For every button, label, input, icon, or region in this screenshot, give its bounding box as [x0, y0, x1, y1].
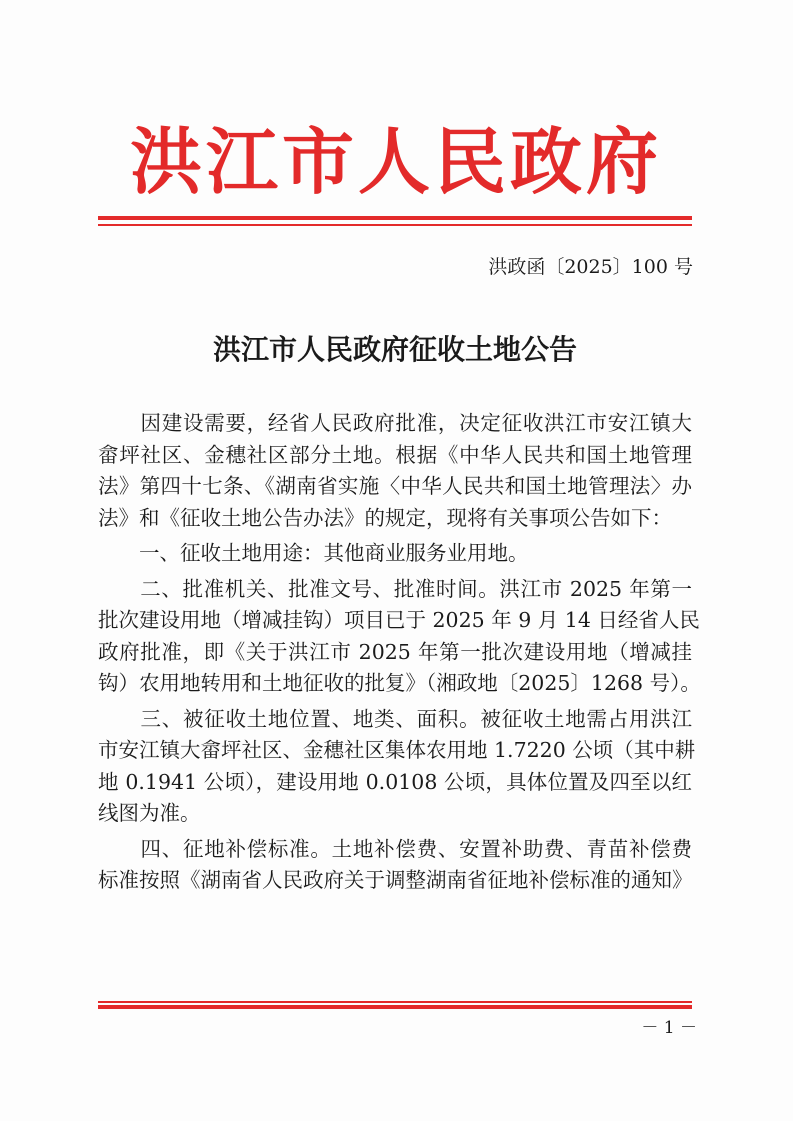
footer-rule-thin — [98, 1001, 692, 1003]
footer-rule-thick — [98, 1005, 692, 1009]
document-title: 洪江市人民政府征收土地公告 — [212, 333, 577, 366]
paragraph-line: 钩）农用地转用和土地征收的批复》（湘政地〔2025〕1268 号）。 — [98, 671, 701, 695]
paragraph-line: 法》和《征收土地公告办法》的规定，现将有关事项公告如下： — [98, 505, 672, 530]
paragraph-line: 政府批准，即《关于洪江市 2025 年第一批次建设用地（增减挂 — [98, 639, 692, 664]
paragraph-line: 因建设需要，经省人民政府批准，决定征收洪江市安江镇大 — [98, 411, 692, 435]
page-number: － 1 － — [641, 1018, 697, 1038]
paragraph-line: 批次建设用地（增减挂钩）项目已于 2025 年 9 月 14 日经省人民 — [98, 608, 700, 632]
document-number: 洪政函〔2025〕100 号 — [488, 256, 693, 278]
document-body — [98, 408, 701, 897]
masthead-title: 洪江市人民政府 — [129, 119, 662, 204]
paragraph-line: 标准按照《湖南省人民政府关于调整湖南省征地补偿标准的通知》 — [98, 868, 693, 892]
masthead-rule-thick — [98, 216, 692, 220]
paragraph-line: 市安江镇大畲坪社区、金穗社区集体农用地 1.7220 公顷（其中耕 — [98, 738, 696, 762]
paragraph-line: 法》第四十七条、《湖南省实施〈中华人民共和国土地管理法〉办 — [98, 474, 692, 498]
paragraph-line: 一、征收土地用途：其他商业服务业用地。 — [98, 541, 529, 565]
paragraph-line: 线图为准。 — [98, 801, 201, 825]
paragraph-line: 地 0.1941 公顷），建设用地 0.0108 公顷，具体位置及四至以红 — [98, 769, 692, 794]
paragraph-line: 二、批准机关、批准文号、批准时间。洪江市 2025 年第一 — [98, 576, 692, 601]
paragraph-line: 三、被征收土地位置、地类、面积。被征收土地需占用洪江 — [98, 706, 692, 731]
masthead-rule-thin — [98, 224, 692, 226]
paragraph-line: 畲坪社区、金穗社区部分土地。根据《中华人民共和国土地管理 — [98, 442, 692, 467]
paragraph-line: 四、征地补偿标准。土地补偿费、安置补助费、青苗补偿费 — [98, 836, 692, 861]
